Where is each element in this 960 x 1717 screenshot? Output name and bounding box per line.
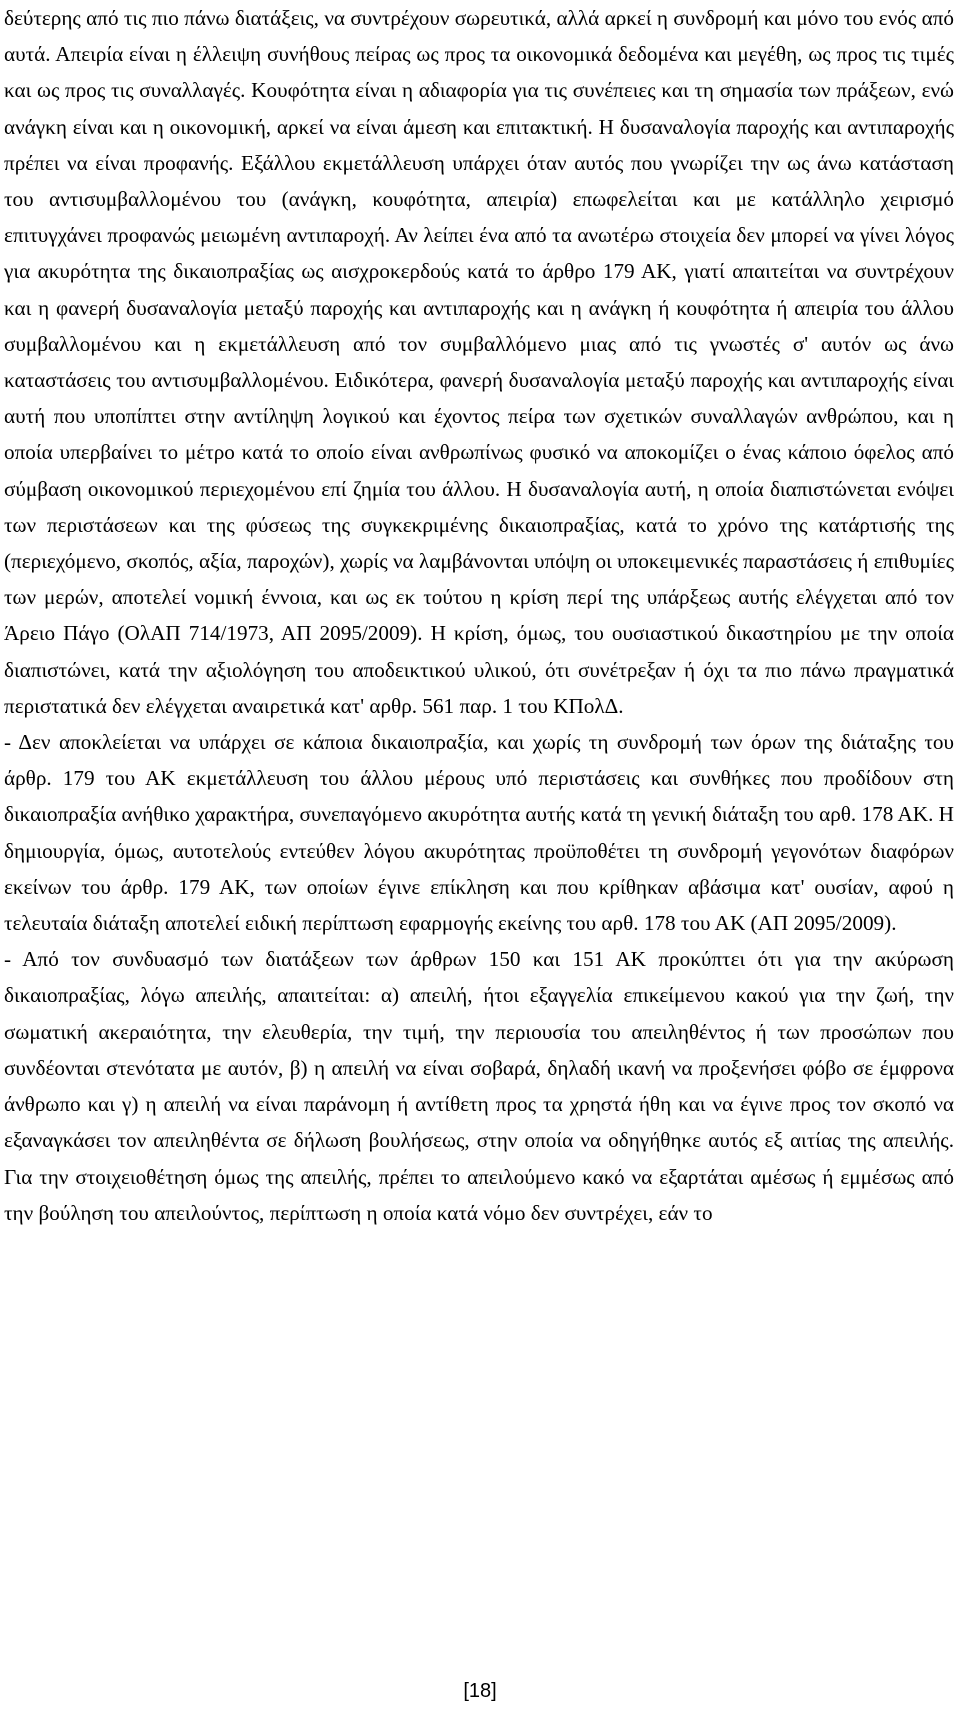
paragraph-1: δεύτερης από τις πιο πάνω διατάξεις, να συντρέχουν σωρευτικά, αλλά αρκεί η συνδρομή και μόνο του ενός από αυτά. Απειρία είναι η έλλειψη συνήθους πείρας ως προς τα οικονομικά δεδομένα και μεγέθη, ως προς τις τιμές και ως προς τις συναλλαγές. Κουφότητα είναι η αδιαφορία για τις συνέπειες και τη σημασία των πράξεων, ενώ ανάγκη είναι και η οικονομική, αρκεί να είναι άμεση και επιτακτική. Η δυσαναλογία παροχής και αντιπαροχής πρέπει να είναι προφανής. Εξάλλου εκμετάλλευση υπάρχει όταν αυτός που γνωρίζει την ως άνω κατάσταση του αντισυμβαλλομένου του (ανάγκη, κουφότητα, απειρία) επωφελείται και με κατάλληλο χειρισμό επιτυγχάνει προφανώς μειωμένη αντιπαροχή. Αν λείπει ένα από τα ανωτέρω στοιχεία δεν μπορεί να γίνει λόγος για ακυρότητα της δικαιοπραξίας ως αισχροκερδούς κατά το άρθρο 179 ΑΚ, γιατί απαιτείται να συντρέχουν και η φανερή δυσαναλογία μεταξύ παροχής και αντιπαροχής και η ανάγκη ή κουφότητα ή απειρία του άλλου συμβαλλομένου και η εκμετάλλευση από τον συμβαλλόμενο μιας από τις γνωστές σ' αυτόν ως άνω καταστάσεις του αντισυμβαλλομένου. Ειδικότερα, φανερή δυσαναλογία μεταξύ παροχής και αντιπαροχής είναι αυτή που υποπίπτει στην αντίληψη λογικού και έχοντος πείρα των σχετικών συναλλαγών ανθρώπου, και η οποία υπερβαίνει το μέτρο κατά το οποίο είναι ανθρωπίνως φυσικό να αποκομίζει ο ένας κάποιο όφελος από σύμβαση οικονομικού περιεχομένου επί ζημία του άλλου. Η δυσαναλογία αυτή, η οποία διαπιστώνεται ενόψει των περιστάσεων και της φύσεως της συγκεκριμένης δικαιοπραξίας, κατά το χρόνο της κατάρτισής της (περιεχόμενο, σκοπός, αξία, παροχών), χωρίς να λαμβάνονται υπόψη οι υποκειμενικές παραστάσεις ή επιθυμίες των μερών, αποτελεί νομική έννοια, και ως εκ τούτου η κρίση περί της υπάρξεως αυτής ελέγχεται από τον Άρειο Πάγο (ΟλΑΠ 714/1973, ΑΠ 2095/2009). Η κρίση, όμως, του ουσιαστικού δικαστηρίου με την οποία διαπιστώνει, κατά την αξιολόγηση του αποδεικτικού υλικού, ότι συνέτρεξαν ή όχι τα πιο πάνω πραγματικά περιστατικά δεν ελέγχεται αναιρετικά κατ' αρθρ. 561 παρ. 1 του ΚΠολΔ. [4, 6, 954, 718]
paragraph-3: - Από τον συνδυασμό των διατάξεων των άρθρων 150 και 151 ΑΚ προκύπτει ότι για την ακύρωση δικαιοπραξίας, λόγω απειλής, απαιτείται: α) απειλή, ήτοι εξαγγελία επικείμενου κακού για την ζωή, την σωματική ακεραιότητα, την ελευθερία, την τιμή, την περιουσία του απειληθέντος ή των προσώπων που συνδέονται στενότατα με αυτόν, β) η απειλή να είναι σοβαρά, δηλαδή ικανή να προξενήσει φόβο σε έμφρονα άνθρωπο και γ) η απειλή να είναι παράνομη ή αντίθετη προς τα χρηστά ήθη και να έγινε προς τον σκοπό να εξαναγκάσει τον απειληθέντα σε δήλωση βουλήσεως, στην οποία να οδηγήθηκε αυτός εξ αιτίας της απειλής. Για την στοιχειοθέτηση όμως της απειλής, πρέπει το απειλούμενο κακό να εξαρτάται αμέσως ή εμμέσως από την βούληση του απειλούντος, περίπτωση η οποία κατά νόμο δεν συντρέχει, εάν το [4, 947, 954, 1225]
document-body [4, 0, 954, 1231]
paragraph-2: - Δεν αποκλείεται να υπάρχει σε κάποια δικαιοπραξία, και χωρίς τη συνδρομή των όρων της διάταξης του άρθρ. 179 του ΑΚ εκμετάλλευση του άλλου μέρους υπό περιστάσεις και συνθήκες που προδίδουν στη δικαιοπραξία ανήθικο χαρακτήρα, συνεπαγόμενο ακυρότητα αυτής κατά τη γενική διάταξη του αρθ. 178 ΑΚ. Η δημιουργία, όμως, αυτοτελούς εντεύθεν λόγου ακυρότητας προϋποθέτει τη συνδρομή γεγονότων διαφόρων εκείνων του άρθρ. 179 ΑΚ, των οποίων έγινε επίκληση και που κρίθηκαν αβάσιμα κατ' ουσίαν, αφού η τελευταία διάταξη αποτελεί ειδική περίπτωση εφαρμογής εκείνης του αρθ. 178 του ΑΚ (ΑΠ 2095/2009). [4, 730, 954, 936]
page-number: [18] [463, 1680, 497, 1702]
